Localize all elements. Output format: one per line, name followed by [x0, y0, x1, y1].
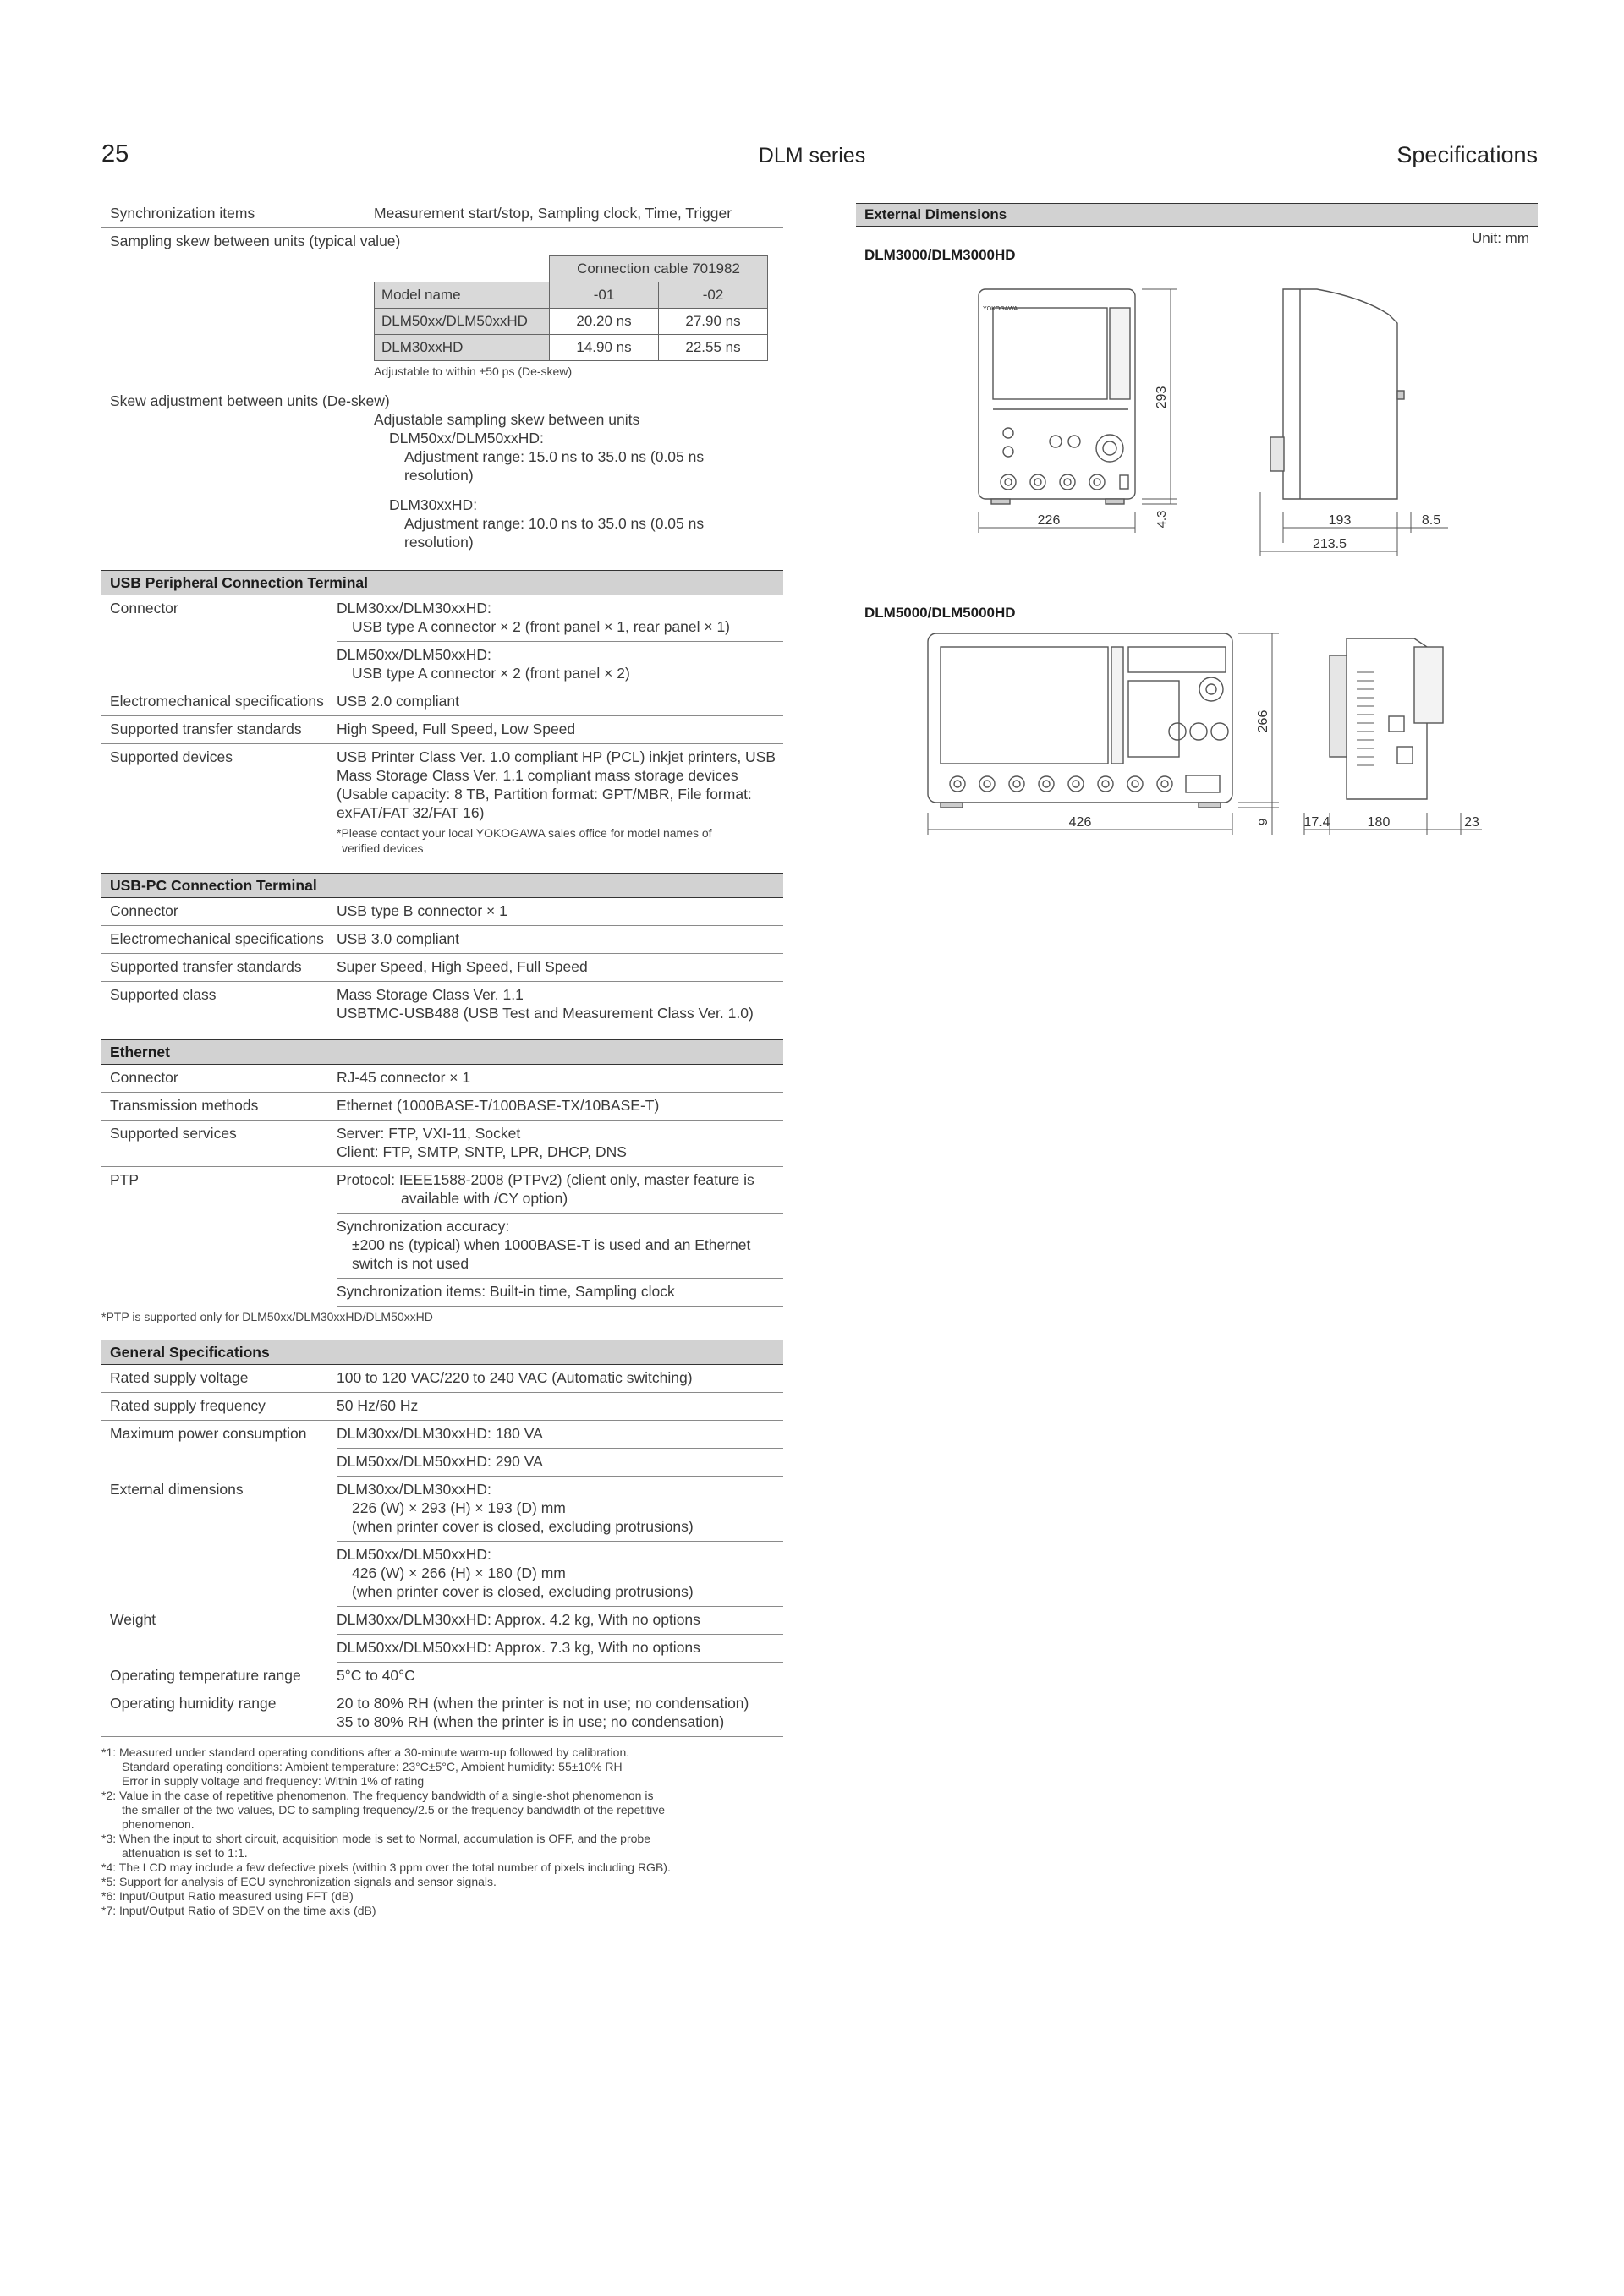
usbp-connector-label: Connector — [110, 600, 178, 616]
dlm5000-control-panel — [1128, 647, 1228, 757]
footnote-line: *1: Measured under standard operating conditions after a 30-minute warm-up followed by calibration. — [102, 1745, 630, 1759]
usbp-em-row — [102, 688, 783, 716]
skew-row-v2: 22.55 ns — [659, 335, 768, 361]
gen-weight-value: DLM50xx/DLM50xxHD: Approx. 7.3 kg, With no options — [337, 1635, 783, 1663]
dlm3000-title: DLM3000/DLM3000HD — [864, 247, 1016, 263]
eth-connector-label: Connector — [110, 1069, 178, 1086]
gen-rsv-value: 100 to 120 VAC/220 to 240 VAC (Automatic switching) — [337, 1369, 693, 1386]
eth-ss-value — [337, 1124, 783, 1161]
skew-col-02: -02 — [659, 282, 768, 309]
dlm5000-input-connectors — [950, 775, 1220, 792]
dlm5000-rear-protrusion: 23 — [1464, 815, 1479, 830]
footnote-line: attenuation is set to 1:1. — [122, 1846, 248, 1860]
dlm3000-drawing — [856, 264, 1538, 585]
usbpc-ts-row — [102, 954, 783, 982]
series-title: DLM series — [758, 144, 866, 167]
eth-ptp-protocol — [337, 1167, 783, 1214]
deskew-res-1: resolution) — [381, 466, 783, 490]
footnotes — [102, 1745, 783, 1918]
eth-ss-label: Supported services — [110, 1125, 237, 1142]
gen-weight-row — [102, 1607, 783, 1663]
gen-rsv-row — [102, 1365, 783, 1393]
usbpc-class-value — [337, 985, 783, 1022]
usbpc-em-value: USB 3.0 compliant — [337, 930, 459, 947]
gen-mpc-value: DLM30xx/DLM30xxHD: 180 VA — [337, 1421, 783, 1449]
dlm5000-foot: 9 — [1256, 818, 1270, 826]
usbp-connector-1 — [337, 595, 783, 642]
gen-ed-line: 426 (W) × 266 (H) × 180 (D) mm — [352, 1564, 566, 1581]
eth-tm-label: Transmission methods — [110, 1097, 259, 1114]
ethernet-title: Ethernet — [102, 1039, 783, 1065]
skew-row-model: DLM50xx/DLM50xxHD — [375, 309, 550, 335]
gen-ed-line: DLM50xx/DLM50xxHD: — [337, 1546, 491, 1563]
dlm5000-screen — [941, 647, 1108, 764]
gen-ohr-value — [337, 1694, 783, 1731]
dlm3000-protrusion: 8.5 — [1421, 513, 1441, 528]
dlm5000-depth: 180 — [1367, 815, 1391, 830]
usbp-c2-value: USB type A connector × 2 (front panel × 2) — [352, 665, 630, 682]
eth-connector-row — [102, 1065, 783, 1093]
eth-ptp-line: Protocol: IEEE1588-2008 (PTPv2) (client only, master feature is — [337, 1171, 754, 1188]
gen-ohr-line: 20 to 80% RH (when the printer is not in use; no condensation) — [337, 1695, 749, 1712]
usbp-dev-label: Supported devices — [110, 748, 233, 765]
skew-table — [374, 255, 768, 361]
footnote-line: *5: Support for analysis of ECU synchronization signals and sensor signals. — [102, 1875, 497, 1888]
gen-mpc-label: Maximum power consumption — [110, 1425, 307, 1442]
usbpc-class-line: USBTMC-USB488 (USB Test and Measurement Class Ver. 1.0) — [337, 1005, 754, 1022]
usbpc-em-row — [102, 926, 783, 954]
footnote-line: phenomenon. — [122, 1817, 195, 1831]
usbp-dev-note: *Please contact your local YOKOGAWA sales office for model names of — [337, 826, 712, 840]
general-title: General Specifications — [102, 1340, 783, 1365]
dlm5000-side-vents — [1357, 672, 1374, 765]
usbp-connector-2 — [337, 642, 783, 688]
usbp-connector-row — [102, 595, 783, 688]
dlm3000-knobs — [1003, 428, 1123, 462]
gen-mpc-row — [102, 1421, 783, 1477]
eth-ptp-line: ±200 ns (typical) when 1000BASE-T is used and an Ethernet — [352, 1236, 751, 1253]
eth-ptp-line: available with /CY option) — [401, 1190, 568, 1207]
usbp-em-value: USB 2.0 compliant — [337, 693, 459, 710]
gen-weight-label: Weight — [110, 1611, 156, 1628]
usbpc-class-label: Supported class — [110, 986, 217, 1003]
usbp-ts-label: Supported transfer standards — [110, 721, 302, 737]
usbpc-em-label: Electromechanical specifications — [110, 930, 324, 947]
usbpc-connector-row — [102, 898, 783, 926]
deskew-model-1: DLM50xx/DLM50xxHD: — [389, 430, 544, 447]
unit-label: Unit: mm — [1472, 230, 1529, 246]
table-row — [375, 309, 768, 335]
sync-items-row — [102, 200, 783, 228]
gen-mpc-value: DLM50xx/DLM50xxHD: 290 VA — [337, 1449, 783, 1477]
usbp-dev-value — [337, 748, 783, 856]
footnote-line: *4: The LCD may include a few defective pixels (within 3 ppm over the total number of pixels including RGB). — [102, 1860, 671, 1874]
external-dimensions-title: External Dimensions — [856, 203, 1538, 227]
gen-weight-value: DLM30xx/DLM30xxHD: Approx. 4.2 kg, With no options — [337, 1607, 783, 1635]
eth-ss-line: Client: FTP, SMTP, SNTP, LPR, DHCP, DNS — [337, 1143, 627, 1160]
eth-ss-row — [102, 1121, 783, 1167]
dlm3000-input-connectors — [1001, 474, 1128, 490]
eth-ptp-label: PTP — [110, 1171, 140, 1188]
eth-ptp-accuracy — [337, 1214, 783, 1279]
footnote-line: Standard operating conditions: Ambient temperature: 23°C±5°C, Ambient humidity: 55±10% RH — [122, 1760, 623, 1773]
eth-ptp-line: switch is not used — [352, 1255, 469, 1272]
footnote-line: *3: When the input to short circuit, acquisition mode is set to Normal, accumulation is OFF, and the probe — [102, 1832, 650, 1845]
usbp-em-label: Electromechanical specifications — [110, 693, 324, 710]
usbpc-ts-label: Supported transfer standards — [110, 958, 302, 975]
gen-ed-line: 226 (W) × 293 (H) × 193 (D) mm — [352, 1499, 566, 1516]
skew-row-v1: 14.90 ns — [550, 335, 659, 361]
dlm5000-side-buttons — [1111, 647, 1123, 764]
eth-tm-row — [102, 1093, 783, 1121]
deskew-line: Adjustable sampling skew between units — [374, 411, 640, 428]
skew-row-v1: 20.20 ns — [550, 309, 659, 335]
skew-table-header: Connection cable 701982 — [550, 256, 768, 282]
deskew-range-2: Adjustment range: 10.0 ns to 35.0 ns (0.05 ns — [404, 515, 705, 532]
gen-ed-line: (when printer cover is closed, excluding protrusions) — [352, 1583, 694, 1600]
section-title: Specifications — [1396, 142, 1538, 167]
usbpc-class-row — [102, 982, 783, 1027]
dlm3000-side-buttons — [1110, 308, 1130, 399]
usbp-dev-line: Mass Storage Class Ver. 1.1 compliant mass storage devices — [337, 767, 738, 784]
dlm5000-front-protrusion: 17.4 — [1303, 815, 1330, 830]
gen-rsf-label: Rated supply frequency — [110, 1397, 266, 1414]
usbp-c1-model: DLM30xx/DLM30xxHD: — [337, 600, 491, 616]
usbp-dev-note: verified devices — [342, 841, 424, 855]
skew-col-01: -01 — [550, 282, 659, 309]
gen-ohr-label: Operating humidity range — [110, 1695, 277, 1712]
gen-rsf-row — [102, 1393, 783, 1421]
eth-ptp-row — [102, 1167, 783, 1307]
dlm5000-height: 266 — [1256, 710, 1270, 733]
footnote-line: Error in supply voltage and frequency: Within 1% of rating — [122, 1774, 425, 1788]
usbpc-connector-label: Connector — [110, 902, 178, 919]
gen-ed-line: DLM30xx/DLM30xxHD: — [337, 1481, 491, 1498]
table-row — [375, 335, 768, 361]
eth-ss-line: Server: FTP, VXI-11, Socket — [337, 1125, 521, 1142]
gen-otr-row — [102, 1663, 783, 1690]
usbpc-class-line: Mass Storage Class Ver. 1.1 — [337, 986, 524, 1003]
spec-left-column — [102, 200, 783, 1918]
skew-col-label: Model name — [375, 282, 550, 309]
dlm3000-height: 293 — [1155, 386, 1169, 409]
eth-ptp-line: Synchronization accuracy: — [337, 1218, 510, 1235]
footnote-line: *6: Input/Output Ratio measured using FFT (dB) — [102, 1889, 354, 1903]
dlm3000-side-handle — [1270, 437, 1284, 471]
gen-ohr-line: 35 to 80% RH (when the printer is in use; no condensation) — [337, 1713, 725, 1730]
usbp-dev-line: USB Printer Class Ver. 1.0 compliant HP (PCL) inkjet printers, USB — [337, 748, 776, 765]
usbpc-ts-value: Super Speed, High Speed, Full Speed — [337, 958, 588, 975]
gen-ed-row — [102, 1477, 783, 1607]
gen-ohr-row — [102, 1690, 783, 1737]
dlm3000-brand: YOKOGAWA — [983, 306, 1018, 312]
usbp-c1-value: USB type A connector × 2 (front panel × 1, rear panel × 1) — [352, 618, 731, 635]
footnote-line: the smaller of the two values, DC to sampling frequency/2.5 or the frequency bandwidth of the repetitive — [122, 1803, 666, 1817]
footnote-line: *7: Input/Output Ratio of SDEV on the time axis (dB) — [102, 1904, 376, 1917]
dlm5000-drawing — [856, 622, 1538, 841]
dlm5000-side-handle — [1330, 655, 1347, 757]
deskew-label: Skew adjustment between units (De-skew) — [110, 392, 390, 409]
skew-row-v2: 27.90 ns — [659, 309, 768, 335]
skew-row-model: DLM30xxHD — [375, 335, 550, 361]
sampling-skew-label: Sampling skew between units (typical value) — [110, 233, 401, 249]
external-dimensions-panel — [856, 203, 1538, 846]
sync-items-label: Synchronization items — [110, 205, 255, 222]
eth-connector-value: RJ-45 connector × 1 — [337, 1069, 471, 1086]
skew-note: Adjustable to within ±50 ps (De-skew) — [102, 361, 783, 386]
usb-peripheral-title: USB Peripheral Connection Terminal — [102, 570, 783, 595]
usbp-dev-line: (Usable capacity: 8 TB, Partition format: GPT/MBR, File format: — [337, 786, 752, 803]
deskew-model-2: DLM30xxHD: — [389, 496, 478, 513]
gen-otr-label: Operating temperature range — [110, 1667, 301, 1684]
footnote-line: *2: Value in the case of repetitive phenomenon. The frequency bandwidth of a single-shot phenomenon is — [102, 1789, 654, 1802]
gen-rsv-label: Rated supply voltage — [110, 1369, 249, 1386]
page-number: 25 — [102, 140, 129, 167]
dlm5000-width: 426 — [1068, 815, 1092, 830]
deskew-range-1: Adjustment range: 15.0 ns to 35.0 ns (0.05 ns — [404, 448, 705, 465]
usbp-c2-model: DLM50xx/DLM50xxHD: — [337, 646, 491, 663]
usbp-ts-row — [102, 716, 783, 744]
usbp-ts-value: High Speed, Full Speed, Low Speed — [337, 721, 576, 737]
usb-pc-title: USB-PC Connection Terminal — [102, 873, 783, 898]
gen-otr-value: 5°C to 40°C — [337, 1667, 415, 1684]
usbp-dev-row — [102, 744, 783, 861]
deskew-res-2: resolution) — [404, 534, 474, 551]
gen-rsf-value: 50 Hz/60 Hz — [337, 1397, 419, 1414]
dlm3000-total-depth: 213.5 — [1312, 537, 1347, 551]
dlm3000-width: 226 — [1037, 513, 1061, 528]
eth-note: *PTP is supported only for DLM50xx/DLM30xxHD/DLM50xxHD — [102, 1310, 433, 1323]
gen-ed-line: (when printer cover is closed, excluding protrusions) — [352, 1518, 694, 1535]
dlm3000-screen — [993, 308, 1107, 399]
eth-ptp-sync: Synchronization items: Built-in time, Sampling clock — [337, 1279, 783, 1307]
gen-ed-2 — [337, 1542, 783, 1607]
dlm5000-title: DLM5000/DLM5000HD — [864, 605, 1016, 621]
dlm3000-foot: 4.3 — [1155, 510, 1169, 529]
usbpc-connector-value: USB type B connector × 1 — [337, 902, 508, 919]
usbp-dev-line: exFAT/FAT 32/FAT 16) — [337, 804, 485, 821]
sync-items-value: Measurement start/stop, Sampling clock, Time, Trigger — [374, 205, 732, 222]
dlm3000-depth: 193 — [1328, 513, 1352, 528]
eth-tm-value: Ethernet (1000BASE-T/100BASE-TX/10BASE-T) — [337, 1097, 660, 1114]
gen-ed-label: External dimensions — [110, 1481, 244, 1498]
gen-ed-1 — [337, 1477, 783, 1542]
